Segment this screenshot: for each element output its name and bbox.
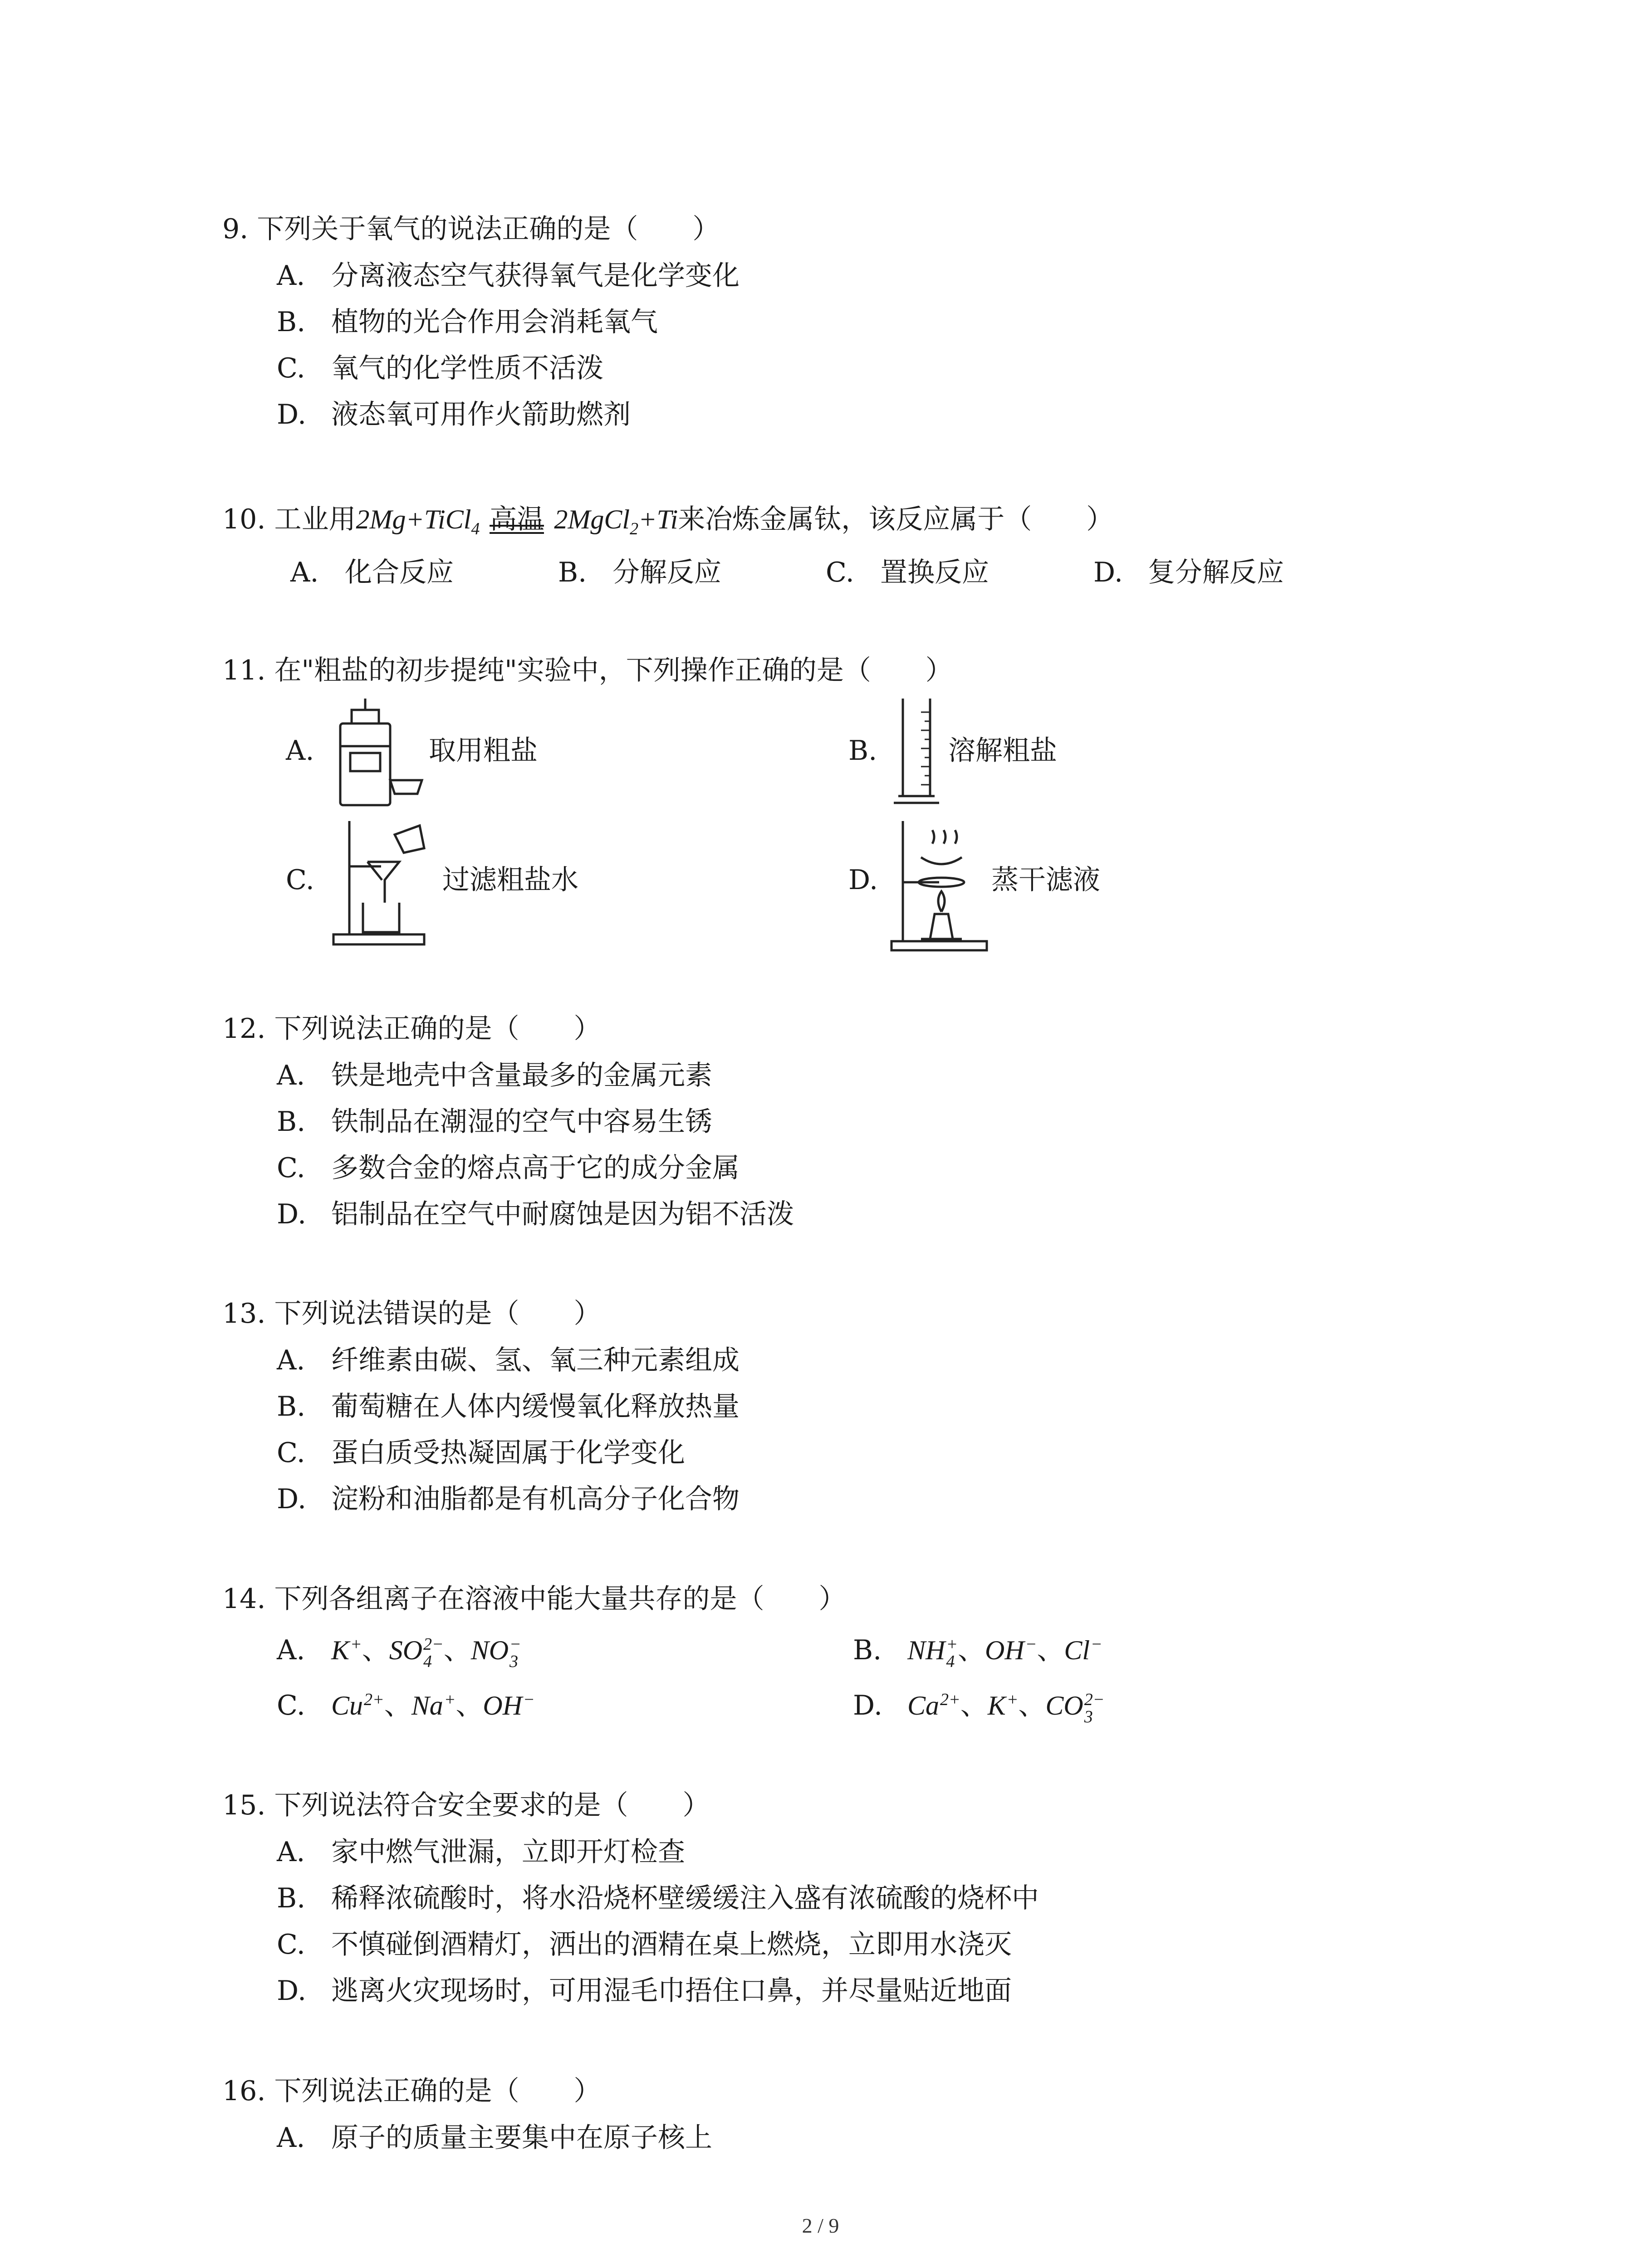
- option-10c: C. 置换反应: [826, 557, 989, 588]
- ion-formula: OH −: [985, 1635, 1037, 1665]
- evaporation-setup-image: [889, 816, 989, 953]
- ion-formula: Na +: [411, 1690, 456, 1721]
- option-10b: B. 分解反应: [558, 557, 721, 588]
- option-12d: D. 铝制品在空气中耐腐蚀是因为铝不活泼: [277, 1198, 794, 1230]
- ion-formula: NH + 4: [907, 1635, 958, 1672]
- filtration-setup-image: [331, 816, 436, 948]
- option-12a: A. 铁是地壳中含量最多的金属元素: [277, 1060, 712, 1091]
- option-14a: A. K + 、SO 2− 4 、NO − 3: [277, 1632, 521, 1670]
- option-letter: D.: [853, 1690, 883, 1721]
- page-number: 2 / 9: [802, 2214, 839, 2237]
- question-15: 15. 下列说法符合安全要求的是（ ）: [222, 1789, 710, 1821]
- option-11d-label: 蒸干滤液: [991, 864, 1100, 896]
- option-15a: A. 家中燃气泄漏，立即开灯检查: [277, 1836, 685, 1868]
- option-11b-label: 溶解粗盐: [948, 735, 1057, 767]
- question-9: 9. 下列关于氧气的说法正确的是（ ）: [222, 213, 720, 245]
- option-13d: D. 淀粉和油脂都是有机高分子化合物: [277, 1483, 740, 1515]
- ion-formula: OH −: [483, 1690, 535, 1721]
- ion-formula: CO 2− 3: [1045, 1690, 1105, 1727]
- option-14d: D. Ca 2+ 、K + 、CO 2− 3: [853, 1687, 1104, 1725]
- option-9d: D. 液态氧可用作火箭助燃剂: [277, 399, 631, 430]
- question-10: 10. 工业用2Mg+TiCl$_4$ 高温 2MgCl$_2$+Ti来冶炼金属钛，该反应属于（ ）: [222, 501, 1113, 538]
- option-letter: C.: [277, 1690, 305, 1721]
- option-13b: B. 葡萄糖在人体内缓慢氧化释放热量: [277, 1391, 740, 1422]
- graduated-cylinder-image: [889, 694, 944, 812]
- option-11a-label: 取用粗盐: [429, 735, 538, 767]
- option-11d-letter: D.: [848, 864, 878, 896]
- question-13: 13. 下列说法错误的是（ ）: [222, 1298, 601, 1330]
- reaction-condition: 高温: [490, 501, 544, 538]
- option-13c: C. 蛋白质受热凝固属于化学变化: [277, 1437, 685, 1469]
- question-16: 16. 下列说法正确的是（ ）: [222, 2075, 601, 2107]
- ion-formula: K +: [331, 1635, 362, 1665]
- option-14c: C. Cu 2+ 、Na + 、OH −: [277, 1687, 535, 1725]
- reagent-bottle-image: [331, 696, 426, 810]
- option-11a-letter: A.: [286, 735, 314, 767]
- option-letter: A.: [277, 1634, 305, 1666]
- option-11c-letter: C.: [286, 864, 314, 896]
- ion-formula: Cu 2+: [331, 1690, 384, 1721]
- ion-formula: Ca 2+: [907, 1690, 960, 1721]
- question-12: 12. 下列说法正确的是（ ）: [222, 1013, 601, 1045]
- option-11b-letter: B.: [848, 735, 877, 767]
- option-10d: D. 复分解反应: [1093, 557, 1284, 588]
- option-9b: B. 植物的光合作用会消耗氧气: [277, 306, 658, 338]
- option-14b: B. NH + 4 、OH − 、Cl −: [853, 1632, 1102, 1670]
- option-12c: C. 多数合金的熔点高于它的成分金属: [277, 1152, 740, 1184]
- ion-formula: SO 2− 4: [389, 1635, 444, 1672]
- option-9a: A. 分离液态空气获得氧气是化学变化: [277, 260, 740, 292]
- option-11c-label: 过滤粗盐水: [442, 864, 578, 896]
- ion-formula: K +: [987, 1690, 1019, 1721]
- option-16a: A. 原子的质量主要集中在原子核上: [277, 2122, 712, 2154]
- option-12b: B. 铁制品在潮湿的空气中容易生锈: [277, 1106, 712, 1138]
- option-15b: B. 稀释浓硫酸时，将水沿烧杯壁缓缓注入盛有浓硫酸的烧杯中: [277, 1882, 1039, 1914]
- option-10a: A. 化合反应: [290, 557, 454, 588]
- option-13a: A. 纤维素由碳、氢、氧三种元素组成: [277, 1344, 740, 1376]
- question-14: 14. 下列各组离子在溶液中能大量共存的是（ ）: [222, 1583, 846, 1615]
- ion-formula: NO − 3: [470, 1635, 521, 1672]
- option-9c: C. 氧气的化学性质不活泼: [277, 352, 603, 384]
- option-15c: C. 不慎碰倒酒精灯，洒出的酒精在桌上燃烧，立即用水浇灭: [277, 1929, 1012, 1960]
- ion-formula: Cl −: [1064, 1635, 1102, 1665]
- question-11: 11. 在"粗盐的初步提纯"实验中，下列操作正确的是（ ）: [222, 655, 953, 686]
- option-letter: B.: [853, 1634, 882, 1666]
- option-15d: D. 逃离火灾现场时，可用湿毛巾捂住口鼻，并尽量贴近地面: [277, 1975, 1012, 2007]
